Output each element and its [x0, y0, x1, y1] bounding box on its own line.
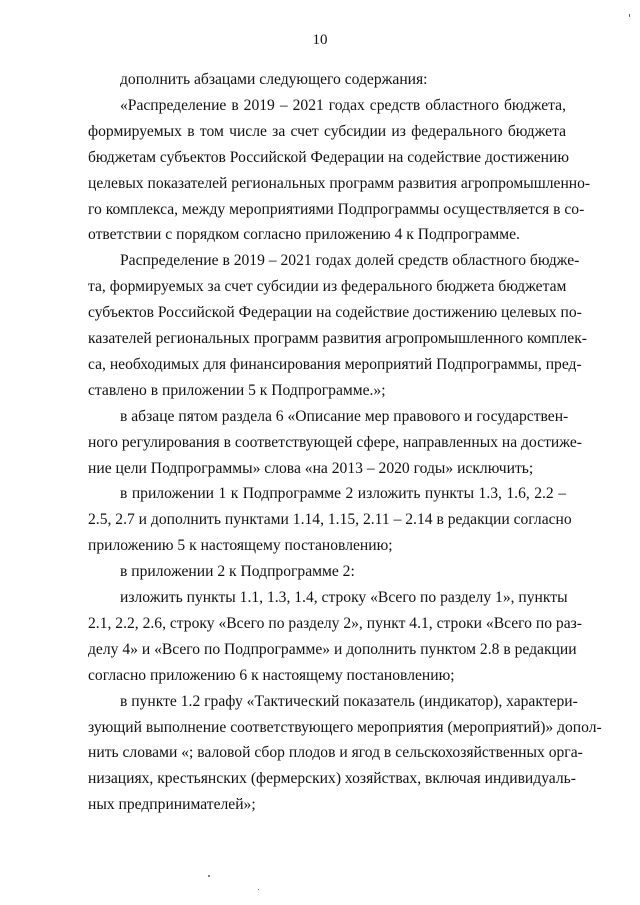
text-line: формируемых в том числе за счет субсидии из федерального бюджета	[88, 123, 566, 140]
scan-speck	[629, 14, 630, 17]
text-line: изложить пункты 1.1, 1.3, 1.4, строку «Всего по разделу 1», пункты	[120, 589, 568, 606]
scan-speck	[208, 875, 210, 877]
text-line: го комплекса, между мероприятиями Подпрограммы осуществляется в со-	[88, 201, 585, 218]
text-line: казателей региональных программ развития агропромышленного комплек-	[88, 330, 587, 347]
text-line: ных предпринимателей»;	[88, 796, 256, 813]
text-line: ние цели Подпрограммы» слова «на 2013 – 2020 годы» исключить;	[88, 460, 534, 477]
text-line: согласно приложению 6 к настоящему постановлению;	[88, 667, 455, 684]
text-line: 2.1, 2.2, 2.6, строку «Всего по разделу 2», пункт 4.1, строки «Всего по раз-	[88, 615, 582, 632]
text-line: низациях, крестьянских (фермерских) хозяйствах, включая индивидуаль-	[88, 770, 576, 787]
text-line: приложению 5 к настоящему постановлению;	[88, 537, 393, 554]
page-number: 10	[312, 32, 328, 48]
text-line: в пункте 1.2 графу «Тактический показатель (индикатор), характери-	[120, 693, 578, 710]
text-line: субъектов Российской Федерации на содействие достижению целевых по-	[88, 304, 582, 321]
text-line: та, формируемых за счет субсидии из федерального бюджета бюджетам	[88, 278, 567, 295]
text-line: целевых показателей региональных программ развития агропромышленно-	[88, 175, 591, 192]
text-line: «Распределение в 2019 – 2021 годах средств областного бюджета,	[120, 97, 566, 114]
text-line: ответствии с порядком согласно приложению 4 к Подпрограмме.	[88, 226, 520, 243]
text-line: 2.5, 2.7 и дополнить пунктами 1.14, 1.15, 2.11 – 2.14 в редакции согласно	[88, 511, 572, 528]
text-line: в приложении 2 к Подпрограмме 2:	[120, 563, 355, 580]
text-line: ставлено в приложении 5 к Подпрограмме.»;	[88, 382, 386, 399]
text-line: Распределение в 2019 – 2021 годах долей средств областного бюдже-	[120, 252, 580, 269]
text-line: в абзаце пятом раздела 6 «Описание мер правового и государствен-	[120, 408, 569, 425]
text-line: зующий выполнение соответствующего мероприятия (мероприятий)» допол-	[88, 719, 602, 736]
text-line: ного регулирования в соответствующей сфере, направленных на достиже-	[88, 434, 582, 451]
scan-speck	[258, 889, 259, 890]
text-line: делу 4» и «Всего по Подпрограмме» и дополнить пунктом 2.8 в редакции	[88, 641, 577, 658]
text-line: в приложении 1 к Подпрограмме 2 изложить пункты 1.3, 1.6, 2.2 –	[120, 485, 566, 502]
text-line: дополнить абзацами следующего содержания:	[120, 71, 428, 88]
text-line: са, необходимых для финансирования мероприятий Подпрограммы, пред-	[88, 356, 582, 373]
text-line: бюджетам субъектов Российской Федерации на содействие достижению	[88, 149, 569, 166]
text-line: нить словами «; валовой сбор плодов и ягод в сельскохозяйственных орга-	[88, 744, 583, 761]
